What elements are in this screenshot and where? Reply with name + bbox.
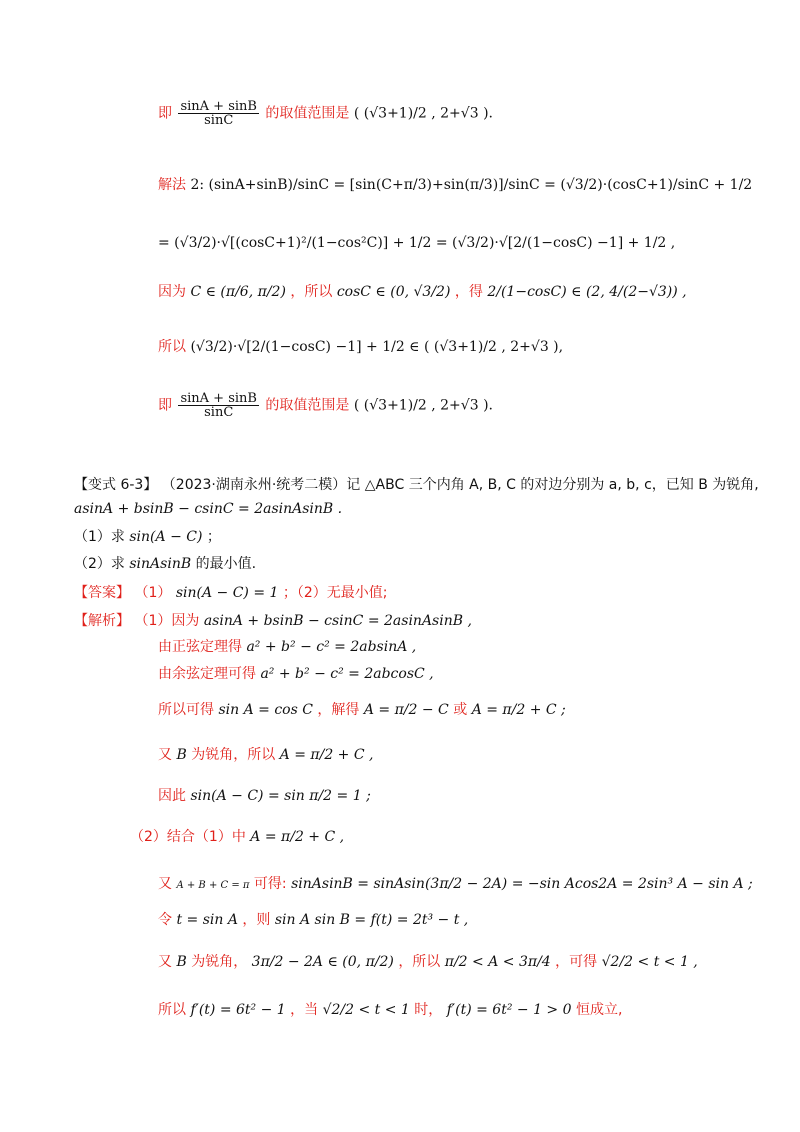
range-conclusion-1 — [158, 100, 493, 127]
text-suoyi-2: 所以 — [158, 339, 186, 355]
solution2-line1 — [158, 178, 752, 192]
expr-A-option2: A = π/2 + C ; — [471, 702, 566, 718]
text-yinwei: 因为 — [158, 284, 186, 300]
q2-end: 的最小值. — [195, 556, 257, 572]
analysis-part2-line3 — [158, 913, 468, 927]
q1-end: ； — [206, 529, 221, 545]
analysis-line6 — [158, 789, 371, 803]
text-range-is-2: 的取值范围是 — [265, 397, 350, 414]
question-1 — [74, 530, 221, 544]
analysis-line5 — [158, 748, 373, 762]
text-so-can-get: 所以可得 — [158, 702, 214, 718]
text-acute-2: 为锐角， — [191, 954, 248, 970]
fraction-sinA-sinB-over-sinC-2: $\frac{\sin A + \sin B}{\sin C}$ — [180, 391, 257, 420]
solution2-label: 解法 — [158, 177, 186, 193]
problem-header — [74, 478, 759, 492]
var-B-2: B — [176, 954, 187, 970]
expr-sinA-cosC: sin A = cos C — [218, 702, 313, 718]
answer-part1-expr: sin(A − C) = 1 — [175, 585, 279, 601]
text-always-holds: 恒成立, — [575, 1002, 623, 1018]
text-cosine-law: 由余弦定理可得 — [158, 666, 256, 682]
expr-A-pi2-plus-C: A = π/2 + C , — [279, 747, 374, 763]
expr-cosine-law: a² + b² − c² = 2abcosC , — [260, 666, 434, 682]
q2-expr: sinAsinB — [129, 556, 192, 572]
analysis-line1 — [74, 614, 472, 628]
text-suoyi: ，所以 — [290, 284, 333, 300]
problem-text-1: △ABC 三个内角 A, B, C 的对边分别为 a, b, c，已知 B 为锐角, — [364, 477, 759, 493]
var-B: B — [176, 747, 187, 763]
answer-part1-label: （1） — [134, 585, 172, 601]
analysis-part2-line4 — [158, 955, 698, 969]
analysis-p1-label: （1）因为 — [134, 613, 200, 629]
analysis-part2-line2 — [158, 877, 753, 891]
analysis-line3 — [158, 667, 434, 681]
range-expression: ( (√3+1)/2 , 2+√3 ). — [353, 105, 493, 122]
fraction-sinA-sinB-over-sinC: $\frac{\sin A + \sin B}{\sin C}$ — [180, 99, 257, 128]
expr-result-interval: (√3/2)·√[2/(1−cosC) −1] + 1/2 ∈ ( (√3+1)/2 , 2+√3 ), — [190, 339, 564, 355]
expr-f-def: sin A sin B = f(t) = 2t³ − t , — [274, 912, 469, 928]
text-therefore: 因此 — [158, 788, 186, 804]
expr-angle-interval: 3π/2 − 2A ∈ (0, π/2) — [251, 954, 394, 970]
expr-sine-law: a² + b² − c² = 2absinA , — [246, 639, 417, 655]
solution2-expr-2: = (√3/2)·√[(cosC+1)²/(1−cos²C)] + 1/2 = (√3/2)·√[2/(1−cosC) −1] + 1/2 , — [158, 235, 676, 251]
expr-t-def: t = sin A — [176, 912, 238, 928]
range-expression-2: ( (√3+1)/2 , 2+√3 ). — [353, 397, 493, 414]
expr-C-interval: C ∈ (π/6, π/2) — [190, 284, 286, 300]
expr-product-expansion: sinAsinB = sinAsin(3π/2 − 2A) = −sin Acos2A = 2sin³ A − sin A ; — [291, 876, 753, 892]
expr-t-interval-2: √2/2 < t < 1 — [322, 1002, 410, 1018]
solution2-line3 — [158, 285, 687, 299]
question-2 — [74, 557, 256, 571]
answer-line — [74, 586, 388, 600]
text-acute: 为锐角，所以 — [191, 747, 276, 763]
text-de: ，得 — [454, 284, 483, 300]
text-kede: ，可得 — [555, 954, 598, 970]
expr-cosC-interval: cosC ∈ (0, √3/2) — [336, 284, 451, 300]
text-suoyi-4: 所以 — [158, 1002, 186, 1018]
analysis-part2-line1 — [130, 830, 344, 844]
problem-text-2: asinA + bsinB − csinC = 2asinAsinB . — [74, 501, 343, 517]
expr-angle-sum: A + B + C = π — [176, 880, 250, 891]
problem-condition — [74, 502, 342, 516]
analysis-line4 — [158, 703, 566, 717]
text-ji-2: 即 — [158, 397, 172, 414]
text-then: ，则 — [242, 912, 271, 928]
text-ji: 即 — [158, 105, 172, 122]
q2-label: （2）求 — [74, 556, 125, 572]
solution2-line4 — [158, 340, 563, 354]
expr-derivative: f′(t) = 6t² − 1 — [190, 1002, 286, 1018]
text-suoyi-3: ，所以 — [398, 954, 441, 970]
expr-sin-result: sin(A − C) = sin π/2 = 1 ; — [190, 788, 371, 804]
q1-label: （1）求 — [74, 529, 125, 545]
text-dang: ，当 — [290, 1002, 319, 1018]
solution2-expr: 2: (sinA+sinB)/sinC = [sin(C+π/3)+sin(π/3)]/sinC = (√3/2)·(cosC+1)/sinC + 1/2 — [190, 177, 753, 193]
solution2-line2 — [158, 236, 675, 250]
problem-tag: 【变式 6-3】 — [74, 477, 158, 493]
text-sine-law: 由正弦定理得 — [158, 639, 242, 655]
text-you: 又 — [158, 747, 172, 763]
text-you-2: 又 — [158, 876, 172, 892]
text-let: 令 — [158, 912, 172, 928]
text-can-get: 可得: — [253, 876, 287, 892]
analysis-tag: 【解析】 — [74, 613, 130, 629]
expr-A-option1: A = π/2 − C — [363, 702, 449, 718]
answer-part2: ；（2）无最小值; — [282, 585, 388, 601]
problem-source: （2023·湖南永州·统考二模）记 — [161, 477, 361, 493]
range-conclusion-2 — [158, 392, 493, 419]
q1-expr: sin(A − C) — [129, 529, 203, 545]
expr-fraction-interval: 2/(1−cosC) ∈ (2, 4/(2−√3)) , — [487, 284, 687, 300]
analysis-line2 — [158, 640, 416, 654]
text-shi: 时， — [414, 1002, 443, 1018]
expr-derivative-positive: f′(t) = 6t² − 1 > 0 — [446, 1002, 572, 1018]
text-solve: ，解得 — [317, 702, 360, 718]
text-or: 或 — [453, 702, 468, 718]
expr-t-interval: √2/2 < t < 1 , — [601, 954, 698, 970]
text-range-is: 的取值范围是 — [265, 105, 350, 122]
analysis-p1-expr: asinA + bsinB − csinC = 2asinAsinB , — [203, 613, 472, 629]
analysis-part2-line5 — [158, 1003, 622, 1017]
expr-A-interval: π/2 < A < 3π/4 — [444, 954, 551, 970]
text-combine: （2）结合（1）中 — [130, 829, 246, 845]
answer-tag: 【答案】 — [74, 585, 130, 601]
text-you-3: 又 — [158, 954, 172, 970]
expr-A-pi2-plus-C-2: A = π/2 + C , — [250, 829, 345, 845]
